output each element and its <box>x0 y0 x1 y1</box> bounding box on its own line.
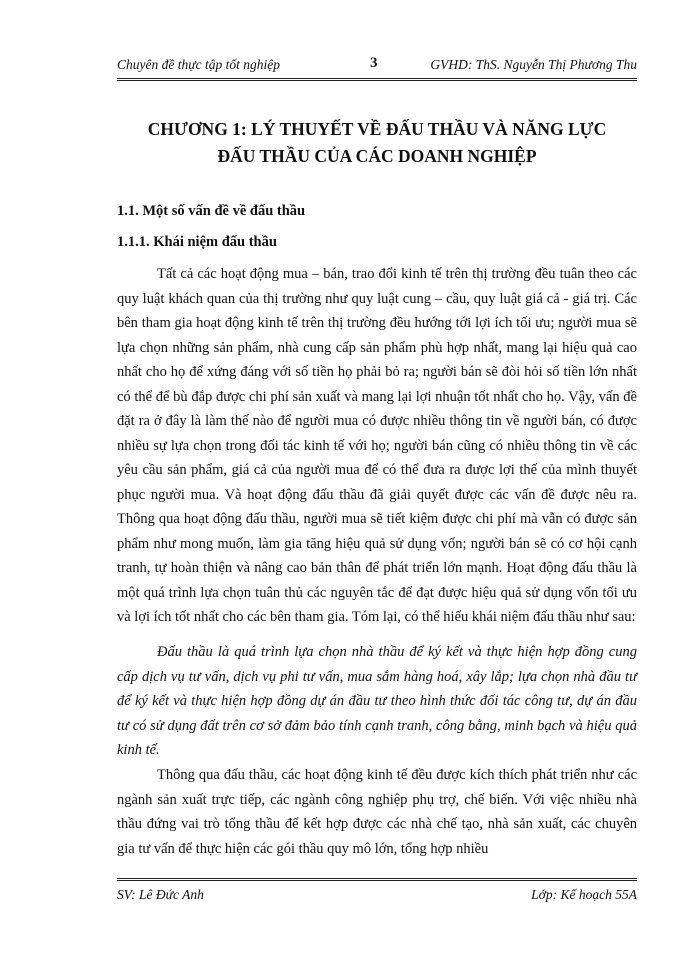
body-paragraph-2 <box>117 763 637 861</box>
footer-student: SV: Lê Đức Anh <box>117 887 204 902</box>
page-header <box>117 55 637 77</box>
header-supervisor: GVHD: ThS. Nguyễn Thị Phương Thu <box>430 57 637 72</box>
footer-divider <box>117 878 637 881</box>
definition-text: Đấu thầu là quá trình lựa chọn nhà thầu để ký kết và thực hiện hợp đồng cung cấp dịch vụ tư vấn, dịch vụ phi tư vấn, mua sắm hàng hoá, xây lắp; lựa chọn nhà đầu tư để ký kết và thực hiện hợp đồng dự án đầu tư theo hình thức đối tác công tư, dự án đầu tư có sử dụng đất trên cơ sở đảm bảo tính cạnh tranh, công bằng, minh bạch và hiệu quả kinh tế. <box>117 644 637 758</box>
paragraph-text: Thông qua đấu thầu, các hoạt động kinh tế đều được kích thích phát triển như các ngành sản xuất trực tiếp, các ngành công nghiệp phụ trợ, chế biến. Với việc nhiều nhà thầu đứng vai trò tổng thầu để kết hợp được các nhà chế tạo, nhà sản xuất, các chuyên gia tư vấn để thực hiện các gói thầu quy mô lớn, tổng hợp nhiều <box>117 767 637 857</box>
chapter-title-line-2: ĐẤU THẦU CỦA CÁC DOANH NGHIỆP <box>217 146 537 166</box>
subsection-heading: 1.1.1. Khái niệm đấu thầu <box>117 234 277 250</box>
footer-class: Lớp: Kế hoạch 55A <box>531 887 637 902</box>
section-heading: 1.1. Một số vấn đề về đấu thầu <box>117 203 306 219</box>
header-divider <box>117 78 637 81</box>
page-footer <box>117 887 637 907</box>
page-number: 3 <box>370 55 378 71</box>
header-document-type: Chuyên đề thực tập tốt nghiệp <box>117 57 280 72</box>
chapter-title <box>117 116 637 170</box>
body-paragraph-1 <box>117 262 637 630</box>
paragraph-text: Tất cả các hoạt động mua – bán, trao đổi kinh tế trên thị trường đều tuân theo các quy luật khách quan của thị trường như quy luật cung – cầu, quy luật giá cả - giá trị. Các bên tham gia hoạt động kinh tế trên thị trường đều hướng tới lợi ích tối ưu; người mua sẽ lựa chọn những sản phẩm, nhà cung cấp sản phẩm phù hợp nhất, mang lại hiệu quả cao nhất cho họ để xứng đáng với số tiền họ phải bỏ ra; người bán sẽ đòi hỏi số tiền lớn nhất có thể để bù đắp được chi phí sản xuất và mang lại lợi nhuận tốt nhất cho họ. Vậy, vấn đề đặt ra ở đây là làm thế nào để người mua có được nhiều thông tin về người bán, có được nhiều sự lựa chọn trong đối tác kinh tế với họ; người bán cũng có nhiều thông tin về các yêu cầu sản phẩm, giá cả của người mua để có thể đưa ra được lợi thế của mình thuyết phục người mua. Và hoạt động đấu thầu đã giải quyết được các vấn đề được nêu ra. Thông qua hoạt động đấu thầu, người mua sẽ tiết kiệm được chi phí mà vẫn có được sản phẩm như mong muốn, làm gia tăng hiệu quả sử dụng vốn; người bán sẽ có cơ hội cạnh tranh, tự hoàn thiện và nâng cao bản thân để phát triển lớn mạnh. Hoạt động đấu thầu là một quá trình lựa chọn tuân thủ các nguyên tắc để đạt được hiệu quả sử dụng vốn tối ưu và lợi ích tốt nhất cho các bên tham gia. Tóm lại, có thể hiểu khái niệm đấu thầu như sau: <box>117 266 637 625</box>
chapter-title-line-1: CHƯƠNG 1: LÝ THUYẾT VỀ ĐẤU THẦU VÀ NĂNG LỰC <box>147 119 607 139</box>
definition-paragraph <box>117 640 637 763</box>
